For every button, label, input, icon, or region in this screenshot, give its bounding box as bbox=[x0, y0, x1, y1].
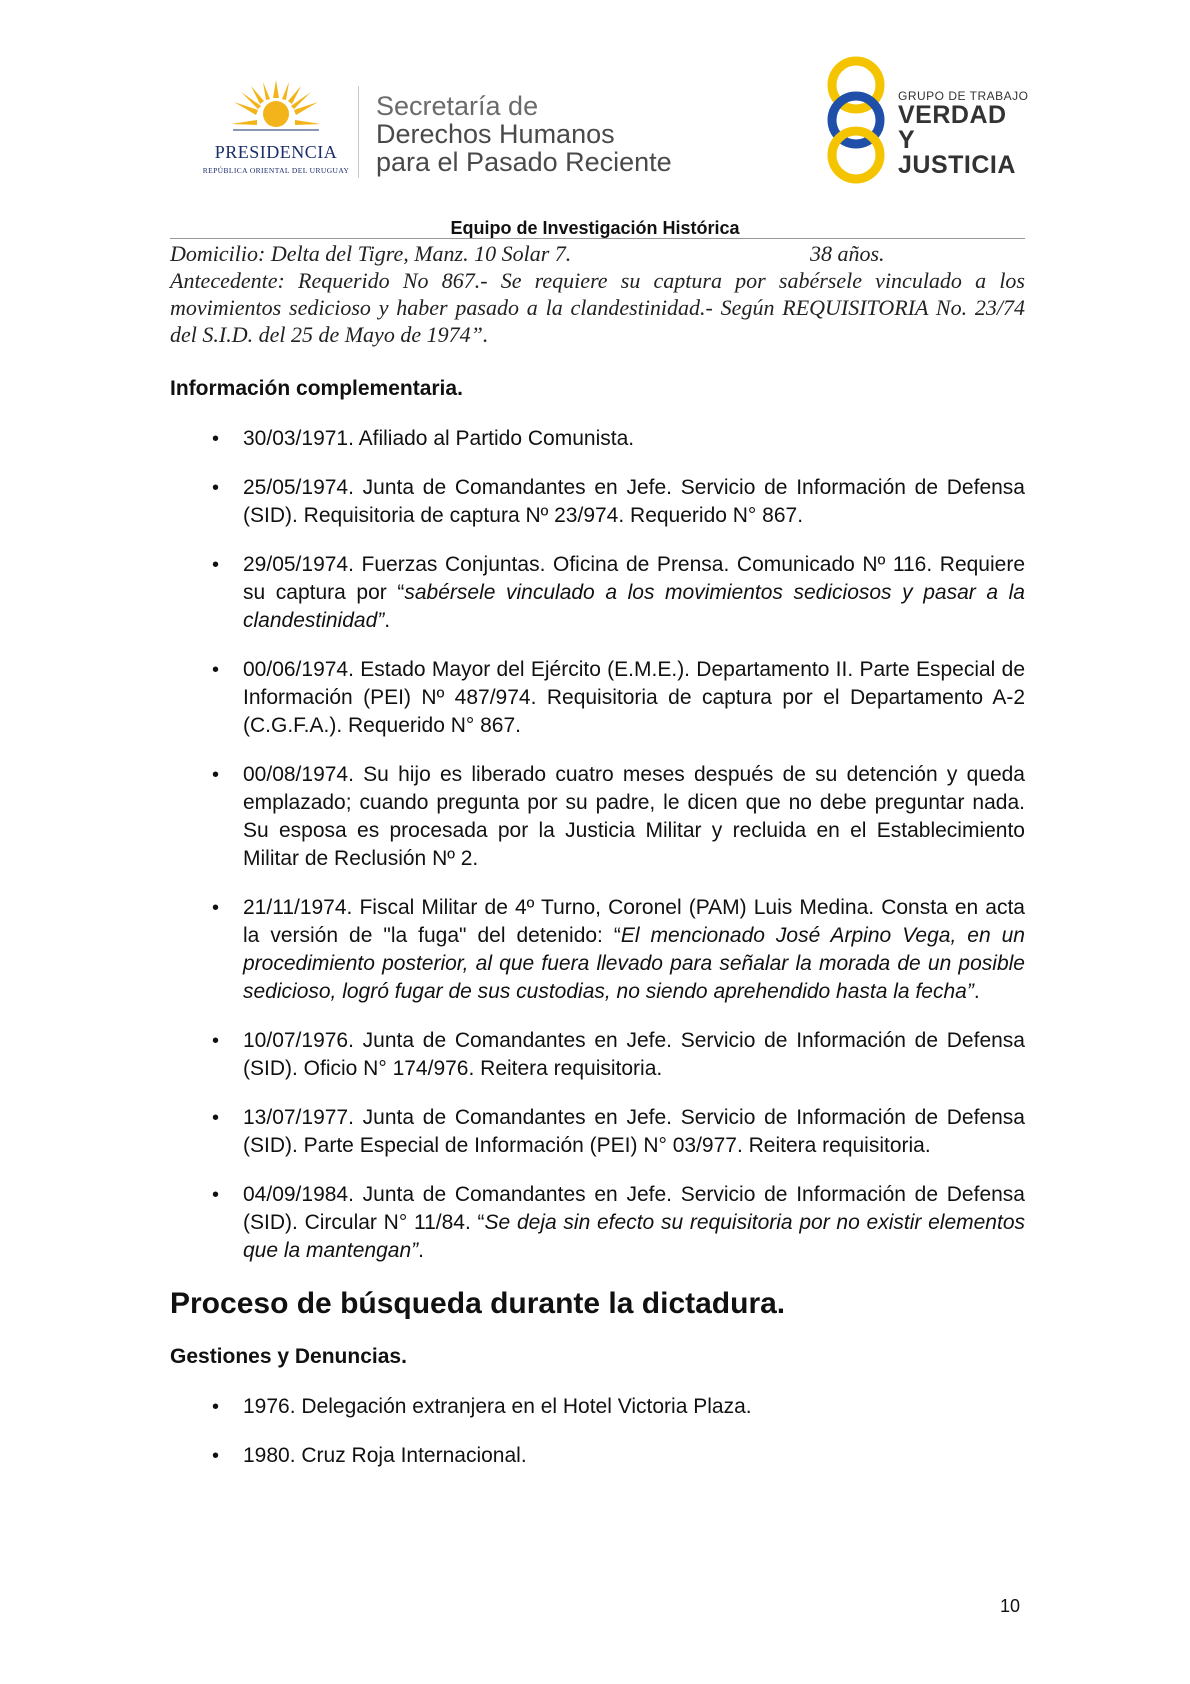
bullet-icon: • bbox=[212, 1030, 220, 1052]
page-number: 10 bbox=[1000, 1596, 1021, 1616]
list-item bbox=[170, 1027, 1025, 1083]
team-title: Equipo de Investigación Histórica bbox=[450, 218, 740, 238]
list-item bbox=[170, 1393, 1025, 1421]
header-divider bbox=[358, 86, 359, 178]
list-item bbox=[170, 1442, 1025, 1470]
list-item-text: 30/03/1971. Afiliado al Partido Comunista. bbox=[243, 427, 635, 450]
list-item-text: 00/08/1974. Su hijo es liberado cuatro meses después de su detención y queda emplazado; cuando pregunta por su padre, le dicen que no debe preguntar nada. Su esposa es procesada por la Justicia Militar y recluida en el Establecimiento Militar de Reclusión Nº 2. bbox=[243, 763, 1025, 870]
list-item-quote: sabérsele vinculado a los movimientos sediciosos y pasar a la clandestinidad” bbox=[243, 581, 1025, 632]
list-item-text: 00/06/1974. Estado Mayor del Ejército (E.M.E.). Departamento II. Parte Especial de Información (PEI) Nº 487/974. Requisitoria de captura por el Departamento A-2 (C.G.F.A.). Requerido N° 867. bbox=[243, 658, 1025, 737]
bullet-icon: • bbox=[212, 764, 220, 786]
secretaria-line-1: Secretaría de bbox=[376, 91, 539, 121]
domicilio-text: Domicilio: Delta del Tigre, Manz. 10 Solar 7. bbox=[170, 241, 572, 266]
gtvj-line-3: JUSTICIA bbox=[898, 151, 1016, 179]
antecedente-text: Antecedente: Requerido No 867.- Se requiere su captura por sabérsele vinculado a los movimientos sedicioso y haber pasado a la clandestinidad.- Según REQUISITORIA No. 23/74 del S.I.D. del 25 de Mayo de 1974”. bbox=[170, 268, 1025, 347]
gtvj-rings-icon bbox=[820, 55, 892, 185]
list-item bbox=[170, 656, 1025, 740]
subsection-title-gestiones: Gestiones y Denuncias. bbox=[170, 1345, 407, 1368]
bullet-icon: • bbox=[212, 1107, 220, 1129]
bullet-icon: • bbox=[212, 1184, 220, 1206]
bullet-icon: • bbox=[212, 428, 220, 450]
secretaria-logo-text bbox=[376, 92, 672, 176]
list-item bbox=[170, 1181, 1025, 1265]
edad-text: 38 años. bbox=[810, 241, 885, 266]
bullet-icon: • bbox=[212, 554, 220, 576]
list-item bbox=[170, 761, 1025, 873]
list-item-tail: . bbox=[384, 609, 391, 632]
list-item bbox=[170, 474, 1025, 530]
gtvj-line-2: VERDAD Y bbox=[898, 101, 1007, 154]
secretaria-line-2: Derechos Humanos bbox=[376, 119, 615, 149]
presidencia-subtitle: REPÚBLICA ORIENTAL DEL URUGUAY bbox=[202, 166, 350, 175]
header-rule bbox=[170, 238, 1025, 239]
list-item-tail: . bbox=[973, 980, 980, 1003]
gtvj-line-2-3 bbox=[898, 103, 1030, 178]
domicilio-row bbox=[170, 240, 1025, 267]
list-item bbox=[170, 1104, 1025, 1160]
list-item-tail: . bbox=[418, 1239, 424, 1262]
list-item bbox=[170, 551, 1025, 635]
list-item-quote: El mencionado José Arpino Vega, en un procedimiento posterior, al que fuera llevado para señalar la morada de un posible sedicioso, logró fugar de sus custodias, no siendo aprehendido hasta la fecha” bbox=[243, 924, 1025, 1003]
section-title-informacion: Información complementaria. bbox=[170, 377, 463, 400]
secretaria-line-3: para el Pasado Reciente bbox=[376, 147, 672, 177]
gtvj-logo bbox=[820, 55, 1030, 185]
list-item bbox=[170, 425, 1025, 453]
bullet-icon: • bbox=[212, 659, 220, 681]
list-item-text: 04/09/1984. Junta de Comandantes en Jefe. Servicio de Información de Defensa (SID). Circular N° 11/84. “ bbox=[243, 1183, 1025, 1234]
bullet-icon: • bbox=[212, 477, 220, 499]
list-item-text: 25/05/1974. Junta de Comandantes en Jefe. Servicio de Información de Defensa (SID). Requisitoria de captura Nº 23/974. Requerido N° 867. bbox=[243, 476, 1025, 527]
bullet-icon: • bbox=[212, 1396, 220, 1418]
bullet-icon: • bbox=[212, 1445, 220, 1467]
list-item-text: 10/07/1976. Junta de Comandantes en Jefe. Servicio de Información de Defensa (SID). Oficio N° 174/976. Reitera requisitoria. bbox=[243, 1029, 1025, 1080]
list-item-text: 13/07/1977. Junta de Comandantes en Jefe. Servicio de Información de Defensa (SID). Parte Especial de Información (PEI) N° 03/977. Reitera requisitoria. bbox=[243, 1106, 1025, 1157]
list-item-quote: Se deja sin efecto su requisitoria por no existir elementos que la mantengan” bbox=[243, 1211, 1026, 1262]
bullet-icon: • bbox=[212, 897, 220, 919]
presidencia-name: PRESIDENCIA bbox=[214, 142, 338, 162]
gtvj-line-1: GRUPO DE TRABAJO bbox=[898, 89, 1029, 103]
presidencia-logo bbox=[196, 80, 356, 180]
page-header bbox=[0, 0, 1190, 238]
sun-icon bbox=[231, 80, 321, 140]
gestiones-list bbox=[170, 1393, 1025, 1470]
list-item-text: 1980. Cruz Roja Internacional. bbox=[243, 1444, 527, 1467]
informacion-list bbox=[170, 425, 1025, 1265]
list-item-text: 21/11/1974. Fiscal Militar de 4º Turno, Coronel (PAM) Luis Medina. Consta en acta la versión de "la fuga" del detenido: “ bbox=[243, 896, 1025, 947]
list-item-text: 1976. Delegación extranjera en el Hotel Victoria Plaza. bbox=[243, 1395, 752, 1418]
page-content bbox=[170, 240, 1025, 1491]
list-item-text: 29/05/1974. Fuerzas Conjuntas. Oficina de Prensa. Comunicado Nº 116. Requiere su captura por “ bbox=[243, 553, 1025, 604]
list-item bbox=[170, 894, 1025, 1006]
section-title-proceso: Proceso de búsqueda durante la dictadura. bbox=[170, 1287, 786, 1320]
